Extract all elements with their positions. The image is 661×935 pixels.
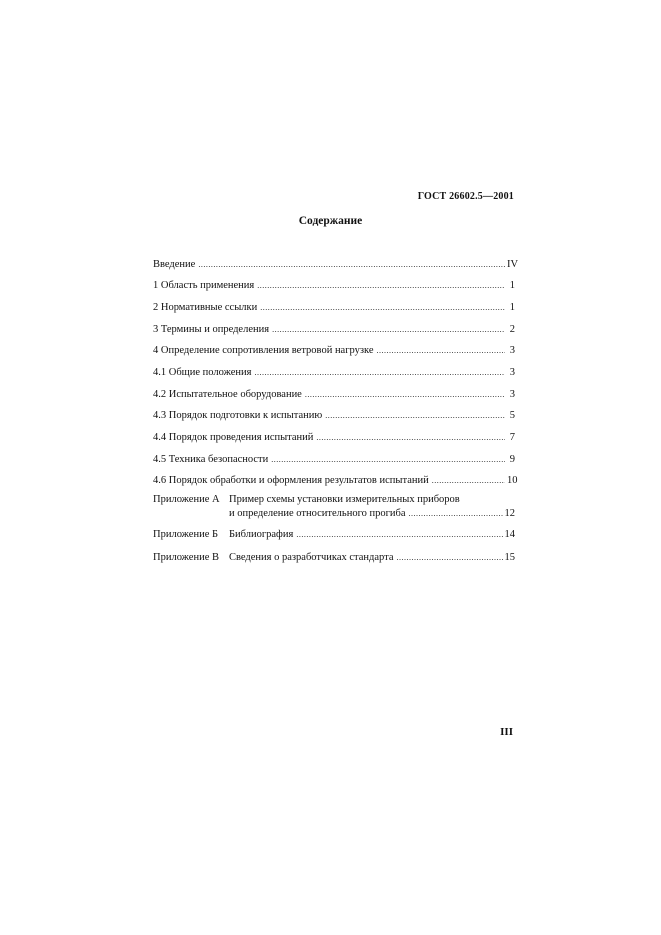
appendix-title: Библиография bbox=[229, 529, 294, 540]
toc-entry-page: 5 bbox=[509, 410, 515, 421]
leader-dots bbox=[316, 431, 505, 445]
toc-entry bbox=[153, 258, 519, 272]
leader-dots bbox=[409, 507, 503, 521]
toc-entry bbox=[153, 474, 518, 488]
document-code: ГОСТ 26602.5—2001 bbox=[417, 191, 514, 202]
toc-entry-label: 2 Нормативные ссылки bbox=[153, 302, 258, 313]
appendix-title-line bbox=[229, 507, 515, 521]
leader-dots bbox=[260, 301, 505, 315]
appendix-page: 12 bbox=[504, 508, 515, 519]
toc-entry bbox=[153, 431, 515, 445]
toc-entry-page: 2 bbox=[509, 324, 515, 335]
leader-dots bbox=[296, 528, 502, 542]
toc-entry-page: 3 bbox=[509, 345, 515, 356]
toc-entry-page: 10 bbox=[507, 475, 518, 486]
appendix-title: Пример схемы установки измерительных приборов bbox=[229, 494, 460, 505]
toc-entry bbox=[153, 409, 515, 423]
appendix-page: 14 bbox=[504, 529, 515, 540]
leader-dots bbox=[271, 453, 505, 467]
leader-dots bbox=[254, 366, 505, 380]
leader-dots bbox=[397, 551, 503, 565]
appendix-entry bbox=[153, 528, 515, 542]
toc-entry-page: 3 bbox=[509, 367, 515, 378]
toc-entry bbox=[153, 279, 515, 293]
toc-entry-label: 4.4 Порядок проведения испытаний bbox=[153, 432, 314, 443]
appendix-title: Сведения о разработчиках стандарта bbox=[229, 552, 394, 563]
leader-dots bbox=[305, 388, 505, 402]
appendix-title-continued: и определение относительного прогиба bbox=[229, 508, 406, 519]
toc-entry bbox=[153, 388, 515, 402]
toc-entry bbox=[153, 323, 515, 337]
appendix-name: Приложение В bbox=[153, 552, 219, 563]
toc-entry-label: 3 Термины и определения bbox=[153, 324, 270, 335]
toc-entry bbox=[153, 301, 515, 315]
toc-entry-label: 4.5 Техника безопасности bbox=[153, 454, 269, 465]
toc-entry-label: 4.2 Испытательное оборудование bbox=[153, 389, 302, 400]
toc-entry-page: 1 bbox=[509, 280, 515, 291]
leader-dots bbox=[432, 474, 505, 488]
leader-dots bbox=[257, 279, 505, 293]
toc-entry bbox=[153, 344, 515, 358]
toc-entry bbox=[153, 453, 515, 467]
toc-entry-page: 3 bbox=[509, 389, 515, 400]
toc-entry-page: 1 bbox=[509, 302, 515, 313]
leader-dots bbox=[377, 344, 505, 358]
leader-dots bbox=[198, 258, 505, 272]
toc-entry-page: IV bbox=[507, 259, 519, 270]
appendix-title-line bbox=[229, 528, 515, 542]
toc-entry-label: 4 Определение сопротивления ветровой нагрузке bbox=[153, 345, 374, 356]
toc-entry-label: 4.1 Общие положения bbox=[153, 367, 252, 378]
appendix-entry bbox=[153, 493, 515, 523]
appendix-title-line bbox=[229, 551, 515, 565]
appendix-name: Приложение Б bbox=[153, 529, 219, 540]
toc-title: Содержание bbox=[298, 215, 363, 227]
page-folio: III bbox=[500, 726, 513, 738]
toc-entry-page: 7 bbox=[509, 432, 515, 443]
appendix-name: Приложение А bbox=[153, 494, 220, 505]
appendix-title-line bbox=[229, 493, 515, 507]
toc-entry-page: 9 bbox=[509, 454, 515, 465]
toc-entry-label: 4.6 Порядок обработки и оформления результатов испытаний bbox=[153, 475, 429, 486]
leader-dots bbox=[272, 323, 505, 337]
toc-entry-label: 4.3 Порядок подготовки к испытанию bbox=[153, 410, 323, 421]
appendix-entry bbox=[153, 551, 515, 565]
appendix-page: 15 bbox=[504, 552, 515, 563]
toc-entry-label: 1 Область применения bbox=[153, 280, 255, 291]
toc-entry bbox=[153, 366, 515, 380]
toc-entry-label: Введение bbox=[153, 259, 196, 270]
leader-dots bbox=[325, 409, 505, 423]
